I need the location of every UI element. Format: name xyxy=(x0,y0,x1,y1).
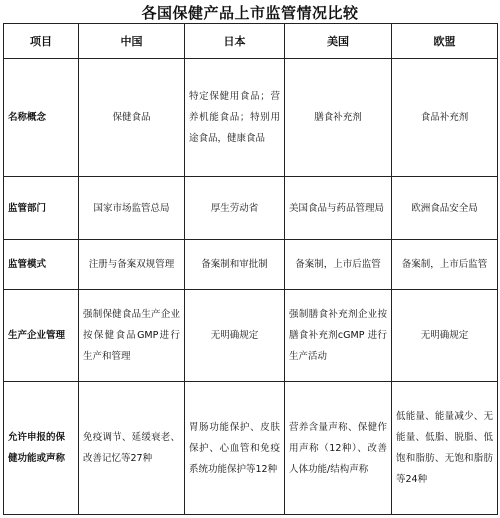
table-header-row xyxy=(4,24,498,59)
cell-japan: 特定保健用食品；营养机能食品；特别用途食品，健康食品 xyxy=(185,59,285,177)
cell-eu: 低能量、能量减少、无能量、低脂、脱脂、低饱和脂肪、无饱和脂肪等24种 xyxy=(392,382,498,515)
comparison-table xyxy=(3,23,498,515)
document-title: 各国保健产品上市监管情况比较 xyxy=(141,4,359,22)
cell-china: 保健食品 xyxy=(79,59,185,177)
cell-china: 国家市场监管总局 xyxy=(79,177,185,240)
header-china: 中国 xyxy=(79,24,185,59)
row-label-regulatory-model: 监管模式 xyxy=(4,240,79,290)
row-label-regulator: 监管部门 xyxy=(4,177,79,240)
cell-eu: 无明确规定 xyxy=(392,290,498,382)
cell-japan: 厚生劳动省 xyxy=(185,177,285,240)
cell-china: 注册与备案双规管理 xyxy=(79,240,185,290)
row-label-health-claims: 允许申报的保健功能或声称 xyxy=(4,382,79,515)
cell-japan: 备案制和审批制 xyxy=(185,240,285,290)
row-label-manufacturer-management: 生产企业管理 xyxy=(4,290,79,382)
cell-usa: 强制膳食补充剂企业按膳食补充剂cGMP 进行生产活动 xyxy=(285,290,392,382)
cell-china: 强制保健食品生产企业按保健食品GMP进行生产和管理 xyxy=(79,290,185,382)
table-row xyxy=(4,240,498,290)
cell-usa: 营养含量声称、保健作用声称（12种）、改善人体功能/结构声称 xyxy=(285,382,392,515)
table-row xyxy=(4,177,498,240)
cell-usa: 备案制，上市后监管 xyxy=(285,240,392,290)
cell-eu: 食品补充剂 xyxy=(392,59,498,177)
header-eu: 欧盟 xyxy=(392,24,498,59)
table-row xyxy=(4,290,498,382)
cell-usa: 美国食品与药品管理局 xyxy=(285,177,392,240)
table-row xyxy=(4,59,498,177)
cell-japan: 无明确规定 xyxy=(185,290,285,382)
cell-eu: 备案制，上市后监管 xyxy=(392,240,498,290)
header-japan: 日本 xyxy=(185,24,285,59)
cell-japan: 胃肠功能保护、皮肤保护、心血管和免疫系统功能保护等12种 xyxy=(185,382,285,515)
cell-eu: 欧洲食品安全局 xyxy=(392,177,498,240)
header-usa: 美国 xyxy=(285,24,392,59)
header-item: 项目 xyxy=(4,24,79,59)
row-label-name-concept: 名称概念 xyxy=(4,59,79,177)
table-row xyxy=(4,382,498,515)
cell-usa: 膳食补充剂 xyxy=(285,59,392,177)
cell-china: 免疫调节、延缓衰老、改善记忆等27种 xyxy=(79,382,185,515)
